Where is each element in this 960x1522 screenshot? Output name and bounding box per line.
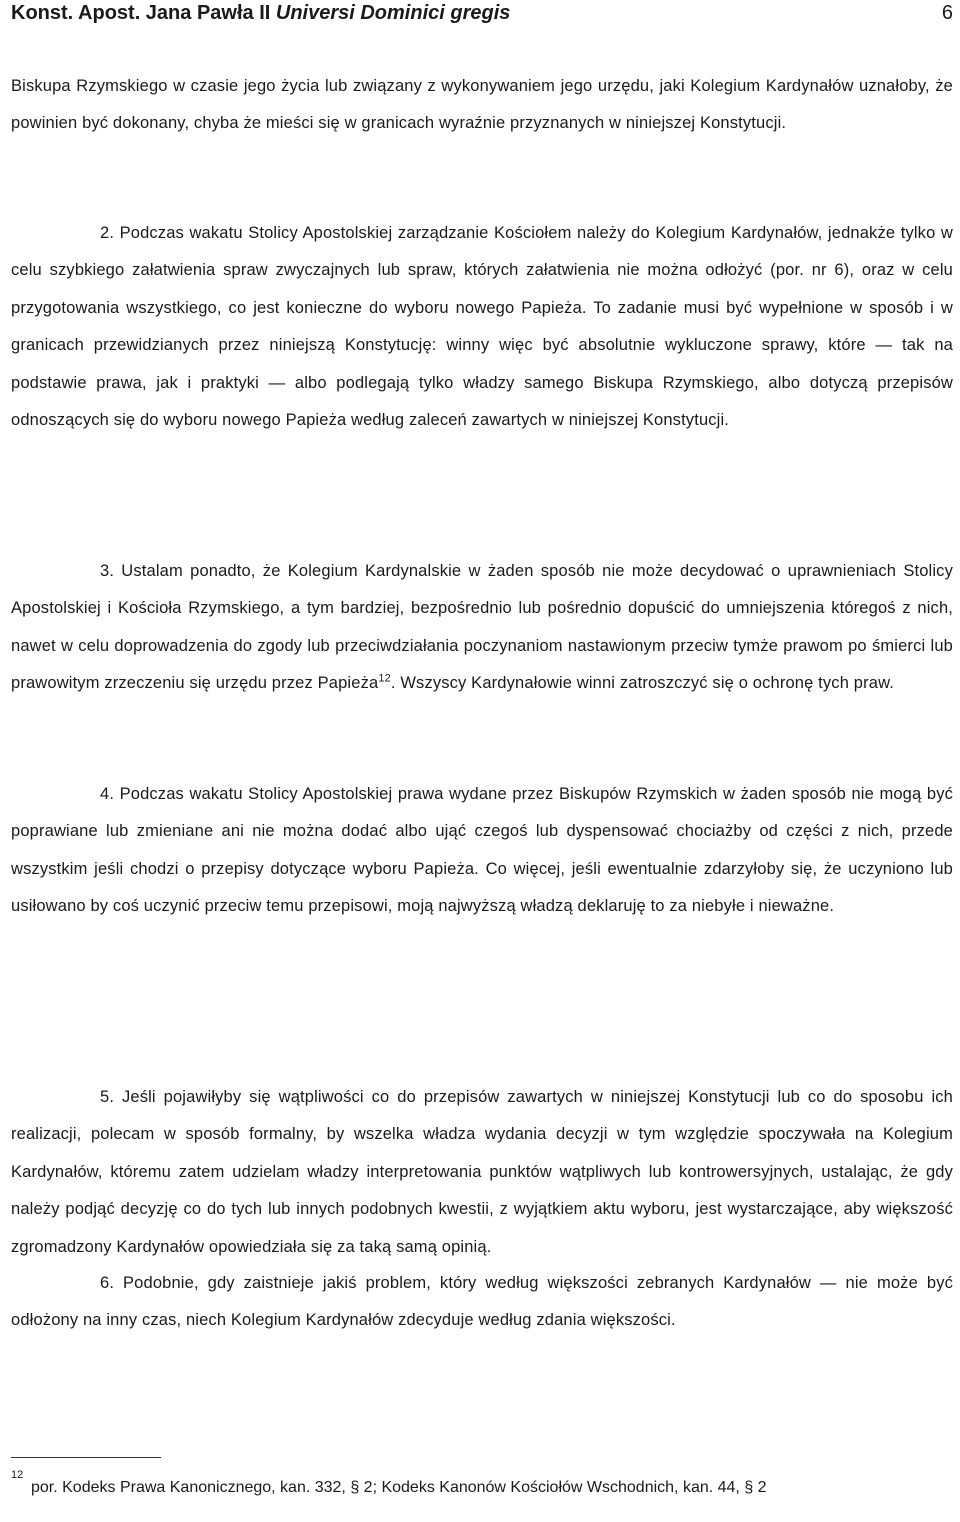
paragraph-4: 4. Podczas wakatu Stolicy Apostolskiej prawa wydane przez Biskupów Rzymskich w żaden sposób nie mogą być poprawiane lub zmieniane ani nie można dodać albo ująć czegoś lub dyspensować chociażby od części z nich, przede wszystkim jeśli chodzi o przepisy dotyczące wyboru Papieża. Co więcej, jeśli ewentualnie zdarzyłoby się, że uczyniono lub usiłowano by coś uczynić przeciw temu przepisowi, moją najwyższą władzą deklaruję to za niebyłe i nieważne.	[11, 785, 953, 916]
footnote	[11, 1468, 951, 1501]
paragraph-5: 5. Jeśli pojawiłyby się wątpliwości co do przepisów zawartych w niniejszej Konstytucji lub co do sposobu ich realizacji, polecam w sposób formalny, by wszelka władza wydania decyzji w tym względzie spoczywała na Kolegium Kardynałów, któremu zatem udzielam władzy interpretowania punktów wątpliwych lub kontrowersyjnych, ustalając, że gdy należy podjąć decyzję co do tych lub innych podobnych kwestii, z wyjątkiem aktu wyboru, jest wystarczające, aby większość zgromadzony Kardynałów opowiedziała się za taką samą opinią.	[11, 1088, 953, 1256]
paragraph-3	[11, 553, 953, 703]
paragraph-6: 6. Podobnie, gdy zaistnieje jakiś problem, który według większości zebranych Kardynałów — nie może być odłożony na inny czas, niech Kolegium Kardynałów zdecyduje według zdania większości.	[11, 1274, 953, 1330]
paragraph-continuation: Biskupa Rzymskiego w czasie jego życia lub związany z wykonywaniem jego urzędu, jaki Kolegium Kardynałów uznałoby, że powinien być dokonany, chyba że mieści się w granicach wyraźnie przyznanych w niniejszej Konstytucji.	[11, 77, 953, 133]
footnote-reference: 12	[378, 672, 391, 685]
header-title-plain: Konst. Apost. Jana Pawła II	[11, 2, 276, 24]
footnote-divider	[11, 1457, 161, 1458]
page-number: 6	[941, 2, 953, 24]
paragraph-3-text-end: . Wszyscy Kardynałowie winni zatroszczyć się o ochronę tych praw.	[390, 674, 894, 693]
header-title	[11, 0, 510, 26]
footnote-mark: 12	[11, 1469, 24, 1481]
footnote-text: por. Kodeks Prawa Kanonicznego, kan. 332, § 2; Kodeks Kanonów Kościołów Wschodnich, kan. 44, § 2	[31, 1479, 767, 1496]
paragraph-2: 2. Podczas wakatu Stolicy Apostolskiej zarządzanie Kościołem należy do Kolegium Kardynałów, jednakże tylko w celu szybkiego załatwienia spraw zwyczajnych lub spraw, których załatwienia nie można odłożyć (por. nr 6), oraz w celu przygotowania wszystkiego, co jest konieczne do wyboru nowego Papieża. To zadanie musi być wypełnione w sposób i w granicach przewidzianych przez niniejszą Konstytucję: winny więc być absolutnie wykluczone sprawy, które — tak na podstawie prawa, jak i praktyki — albo podlegają tylko władzy samego Biskupa Rzymskiego, albo dotyczą przepisów odnoszących się do wyboru nowego Papieża według zaleceń zawartych w niniejszej Konstytucji.	[11, 224, 953, 430]
paragraph-3-text: 3. Ustalam ponadto, że Kolegium Kardynalskie w żaden sposób nie może decydować o uprawnieniach Stolicy Apostolskiej i Kościoła Rzymskiego, a tym bardziej, bezpośrednio lub pośrednio dopuścić do umniejszenia któregoś z nich, nawet w celu doprowadzenia do zgody lub przeciwdziałania poczynaniom nastawionym przeciw tymże prawom po śmierci lub prawowitym zrzeczeniu się urzędu przez Papieża	[11, 562, 953, 693]
header-title-italic: Universi Dominici gregis	[275, 2, 511, 24]
running-header	[11, 0, 953, 28]
